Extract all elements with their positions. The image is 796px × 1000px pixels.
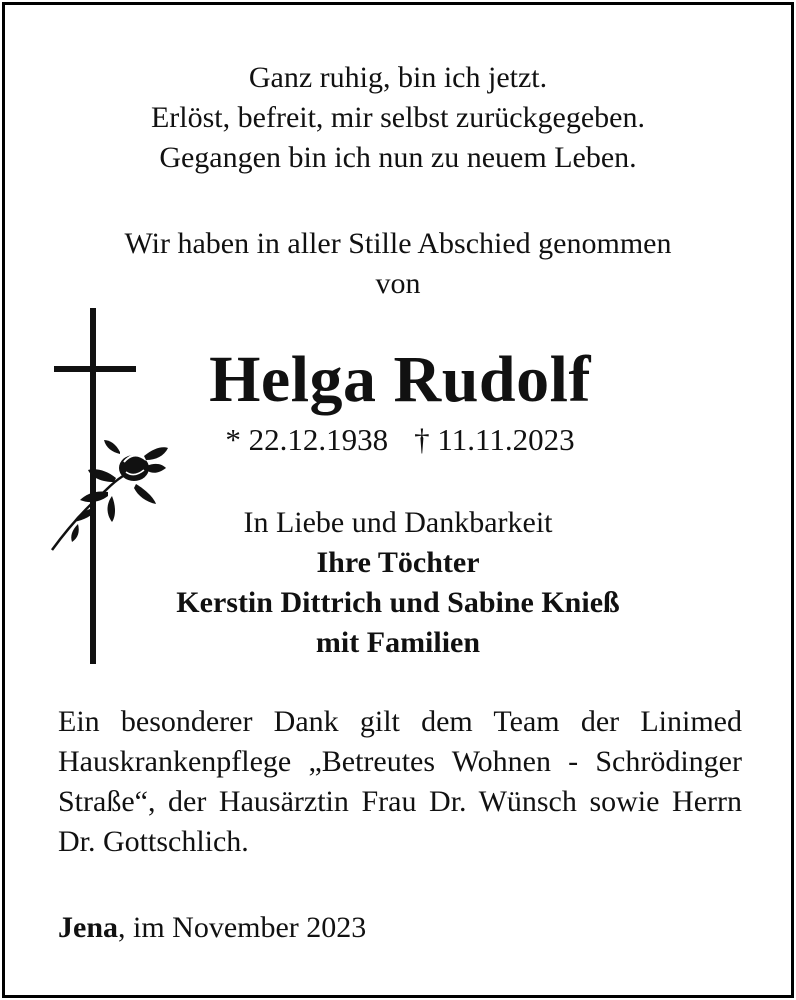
poem-line-3: Gegangen bin ich nun zu neuem Leben. bbox=[159, 141, 637, 174]
thanks-paragraph: Ein besonderer Dank gilt dem Team der Linimed Hauskrankenpflege „Betreutes Wohnen - Schrödinger Straße“, der Hausärztin Frau Dr. Wünsch sowie Herrn Dr. Gottschlich. bbox=[58, 705, 742, 858]
farewell-text bbox=[0, 224, 796, 304]
place-city: Jena bbox=[58, 911, 118, 944]
poem bbox=[0, 58, 796, 178]
place-date bbox=[58, 908, 366, 948]
poem-line-1: Ganz ruhig, bin ich jetzt. bbox=[248, 61, 548, 94]
poem-line-2: Erlöst, befreit, mir selbst zurückgegeben. bbox=[150, 101, 645, 134]
mourners-intro: In Liebe und Dankbarkeit bbox=[243, 506, 553, 539]
mourners-names: Kerstin Dittrich und Sabine Knieß bbox=[176, 586, 620, 619]
mourners-daughters: Ihre Töchter bbox=[316, 546, 480, 579]
farewell-line-2: von bbox=[375, 267, 421, 300]
death-date: † 11.11.2023 bbox=[414, 422, 575, 457]
mourners-families: mit Familien bbox=[315, 626, 481, 659]
life-dates bbox=[120, 420, 680, 460]
place-month: , im November 2023 bbox=[118, 911, 367, 944]
deceased-name: Helga Rudolf bbox=[209, 343, 591, 416]
farewell-line-1: Wir haben in aller Stille Abschied genommen bbox=[124, 227, 672, 260]
birth-date: * 22.12.1938 bbox=[225, 422, 389, 457]
mourners bbox=[0, 503, 796, 663]
